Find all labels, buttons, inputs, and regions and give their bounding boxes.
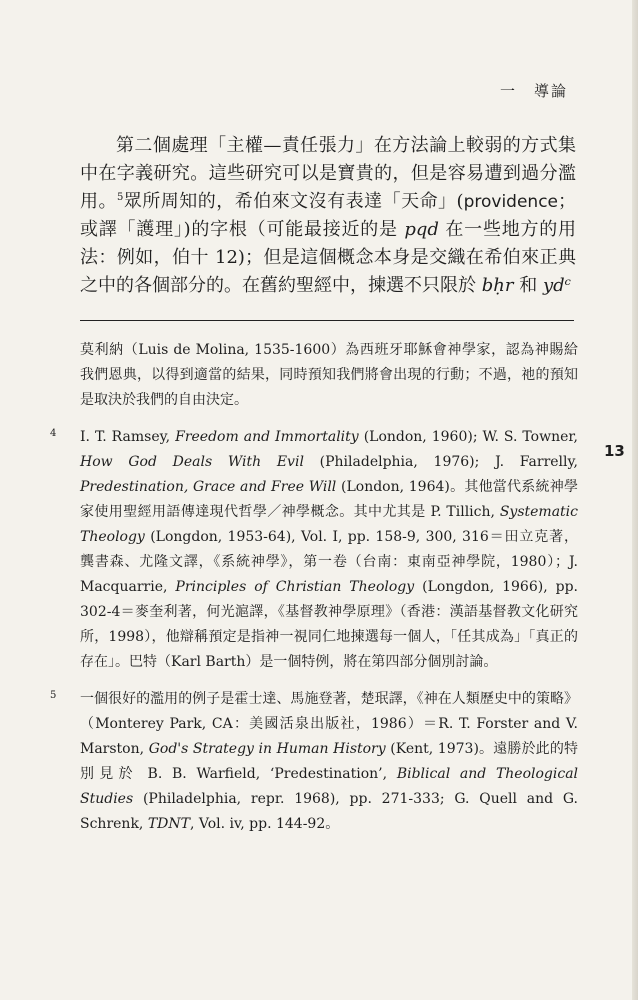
footnote-4-text — [80, 425, 578, 675]
footnote-continuation — [50, 338, 578, 413]
fn4-title: Predestination, Grace and Free Will — [80, 479, 337, 495]
footnote-5 — [50, 687, 578, 837]
hebrew-root-pqd: pqd — [404, 219, 439, 240]
fn4-title: Principles of Christian Theology — [175, 579, 415, 595]
fn4-part: (London, 1960); W. S. Towner, — [363, 429, 578, 445]
fn4-part: (Philadelphia, 1976); J. Farrelly, — [319, 454, 578, 470]
fn5-part: , Vol. iv, pp. 144-92。 — [190, 816, 340, 832]
hebrew-root-yd: ydᶜ — [542, 275, 571, 296]
fn5-part: (Kent, 1973)。遠勝於此的特別見於 B. B. Warfield, ‘Predestination’, — [80, 741, 578, 782]
main-text-and: 和 — [519, 275, 538, 296]
page-number: 13 — [604, 442, 625, 460]
fn4-title: How God Deals With Evil — [80, 454, 304, 470]
main-text-2: 眾所周知的，希伯來文沒有表達「天命」( — [123, 191, 464, 212]
running-head: 一 導論 — [499, 82, 568, 100]
fn5-title: God's Strategy in Human History — [148, 741, 386, 757]
main-text — [80, 132, 576, 300]
main-text-3: ；或譯「護理」)的字根（可能最接近的是 — [80, 191, 576, 240]
fn4-title: Systematic Theology — [80, 504, 578, 545]
page-edge — [632, 0, 638, 1000]
fn4-part: (Longdon, 1953-64), Vol. I, pp. 158-9, 300, 316＝田立克著，龔書森、尤隆文譯，《系統神學》，第一卷（台南：東南亞神學院，1980）；J. Macquarrie, — [80, 529, 579, 595]
fn4-part: (Longdon, 1966), pp. 302-4＝麥奎利著，何光滬譯，《基督教神學原理》（香港：漢語基督教文化研究所，1998），他辯稱預定是指神一視同仁地揀選每一個人，「任其成為」「真正的存在」。巴特（Karl Barth）是一個特例，將在第四部分個別討論。 — [80, 579, 578, 670]
fn4-part: I. T. Ramsey, — [80, 429, 171, 445]
main-paragraph — [80, 132, 576, 300]
main-text-1: 第二個處理「主權—責任張力」在方法論上較弱的方式集中在字義研究。這些研究可以是寶貴的，但是容易遭到過分濫用。 — [80, 135, 576, 212]
footnote-5-text — [80, 687, 578, 837]
footnote-continuation-text: 莫利納（Luis de Molina, 1535-1600）為西班牙耶穌會神學家，認為神賜給我們恩典，以得到適當的結果，同時預知我們將會出現的行動；不過，祂的預知是取決於我們的自由決定。 — [80, 342, 578, 408]
fn4-title: Freedom and Immortality — [175, 429, 359, 445]
main-text-4: 在一些地方的用法：例如，伯十 12)；但是這個概念本身是交織在希伯來正典之中的各個部分的。在舊約聖經中，揀選不只限於 — [80, 219, 577, 296]
fn5-part: (Philadelphia, repr. 1968), pp. 271-333; G. Quell and G. Schrenk, — [80, 791, 578, 832]
footnote-5-number: 5 — [50, 690, 57, 701]
fn4-part: (London, 1964)。其他當代系統神學家使用聖經用語傳達現代哲學／神學概念。其中尤其是 P. Tillich, — [80, 479, 579, 520]
footnotes — [50, 338, 578, 849]
hebrew-root-bhr: bḥr — [481, 275, 514, 296]
footnote-4-number: 4 — [50, 428, 57, 439]
providence-term: providence — [463, 192, 558, 212]
footnote-divider — [80, 320, 574, 321]
fn5-part: 一個很好的濫用的例子是霍士達、馬施登著，楚珉譯，《神在人類歷史中的策略》（Monterey Park, CA：美國活泉出版社，1986）＝R. T. Forster and V. Marston, — [80, 691, 578, 757]
fn5-title: Biblical and Theological Studies — [80, 766, 579, 807]
footnote-4 — [50, 425, 578, 675]
fn5-title: TDNT — [147, 816, 190, 832]
footnote-ref-5: 5 — [116, 192, 124, 203]
